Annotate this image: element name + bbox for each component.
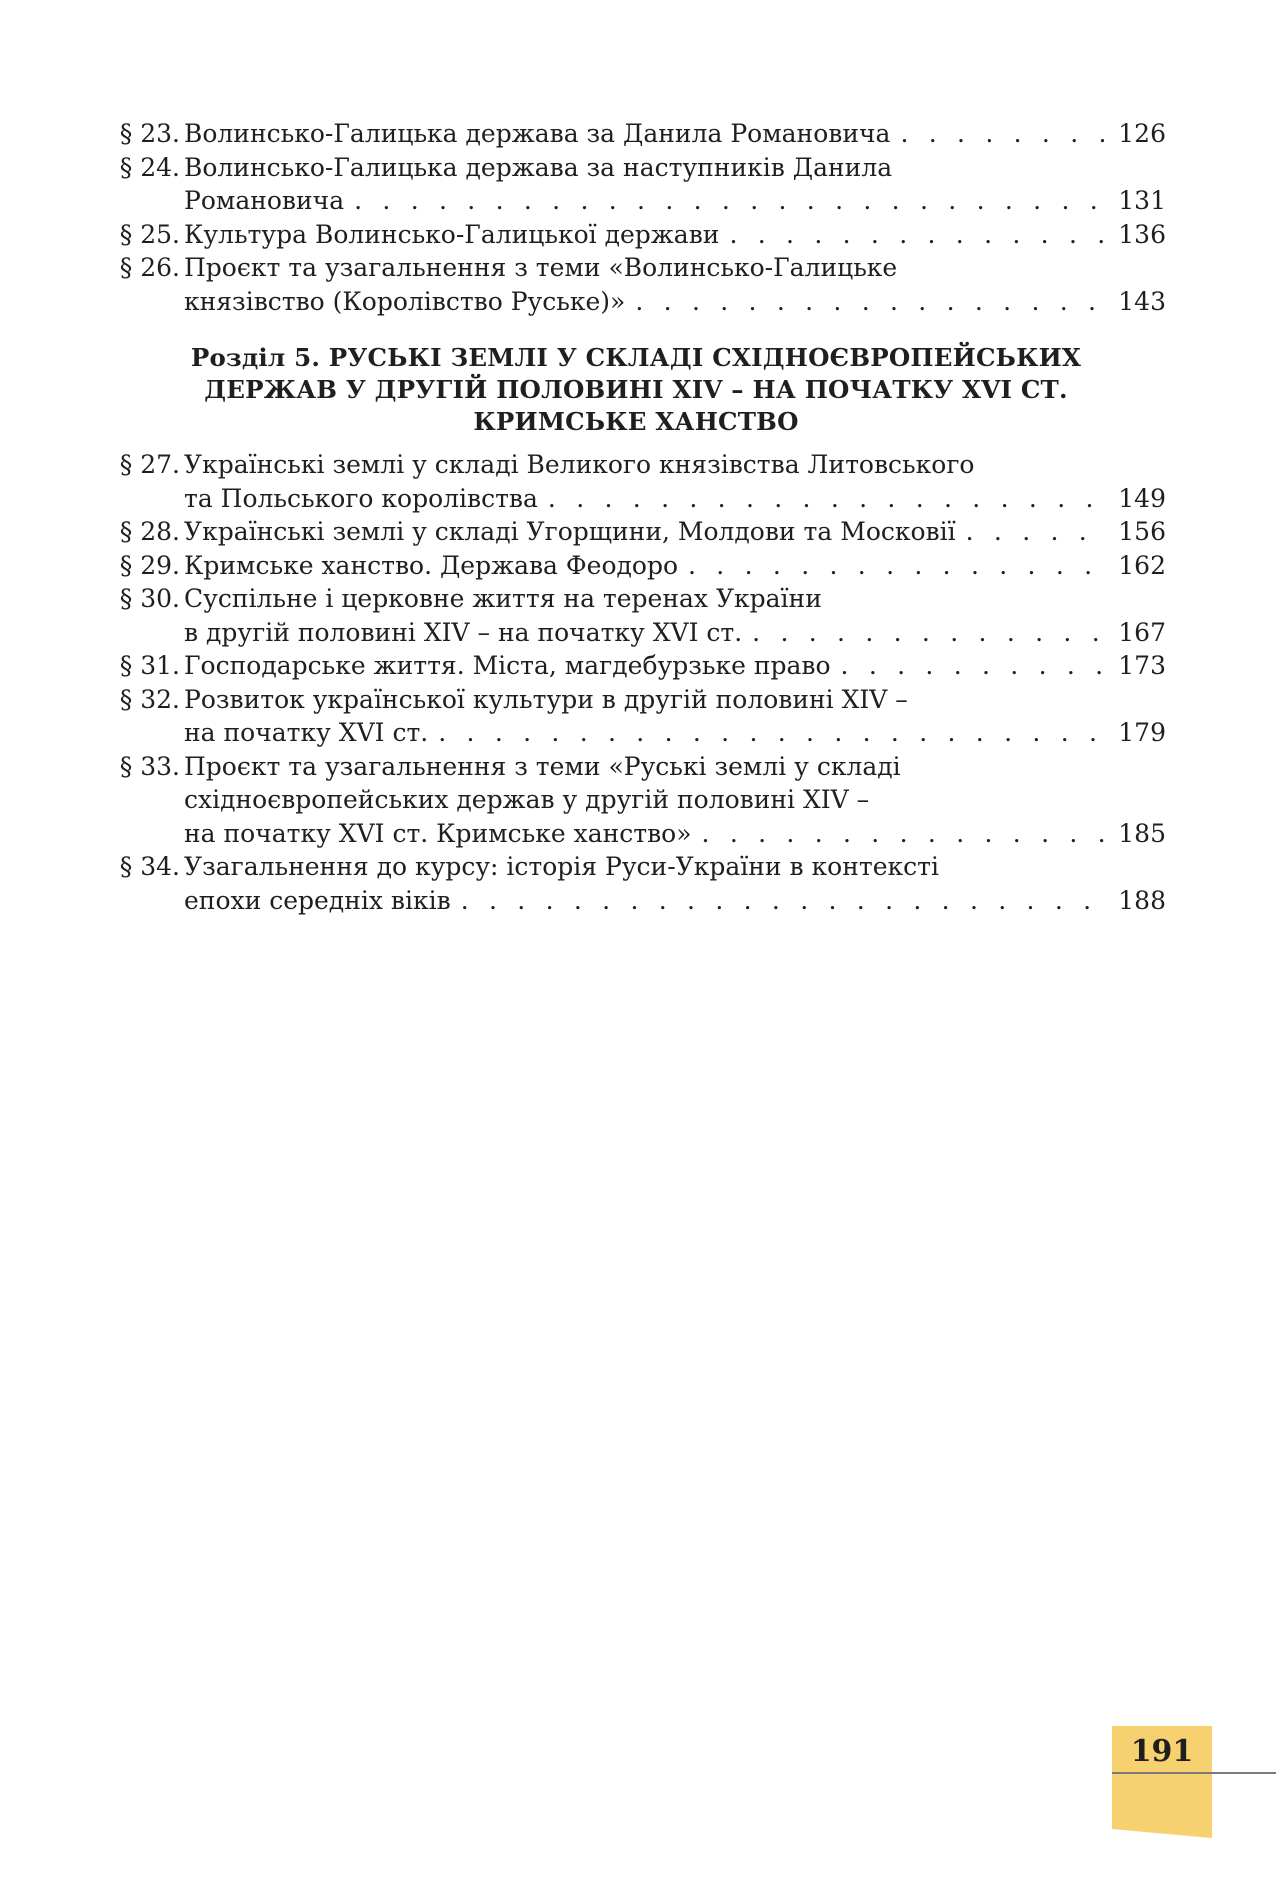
toc-entry[interactable] bbox=[106, 649, 1166, 683]
dot-leader bbox=[966, 515, 1104, 549]
entry-title-text: Проєкт та узагальнення з теми «Волинсько-Галицьке bbox=[184, 253, 898, 282]
paragraph-number: § 28. bbox=[119, 517, 180, 546]
entry-title-text: Волинсько-Галицька держава за Данила Романовича bbox=[184, 119, 891, 148]
toc-entry-line bbox=[106, 251, 1166, 285]
section-heading-line-1: Розділ 5. РУСЬКІ ЗЕМЛІ У СКЛАДІ СХІДНОЄВРОПЕЙСЬКИХ bbox=[190, 343, 1082, 372]
toc-entry[interactable] bbox=[106, 448, 1166, 515]
toc-entry[interactable] bbox=[106, 515, 1166, 549]
toc-entry-line bbox=[106, 884, 1166, 918]
toc-entry[interactable] bbox=[106, 218, 1166, 252]
paragraph-number: § 27. bbox=[119, 450, 180, 479]
entry-page-number: 188 bbox=[1118, 885, 1166, 915]
entry-title-text: східноєвропейських держав у другій половині XIV – bbox=[184, 785, 870, 814]
dot-leader bbox=[688, 549, 1104, 583]
paragraph-number: § 30. bbox=[119, 584, 180, 613]
entry-title-text: Узагальнення до курсу: історія Руси-України в контексті bbox=[184, 852, 939, 881]
toc-entry[interactable] bbox=[106, 683, 1166, 750]
paragraph-number: § 25. bbox=[119, 219, 180, 249]
entry-title-text: Суспільне і церковне життя на теренах України bbox=[184, 584, 822, 613]
table-of-contents bbox=[106, 117, 1166, 917]
paragraph-number: § 32. bbox=[119, 684, 180, 714]
toc-entry-line bbox=[106, 515, 1166, 549]
page-number-rule bbox=[1112, 1772, 1276, 1774]
dot-leader bbox=[729, 218, 1104, 252]
paragraph-number: § 33. bbox=[119, 751, 180, 781]
entry-title-text: Культура Волинсько-Галицької держави bbox=[184, 219, 720, 249]
toc-entry[interactable] bbox=[106, 117, 1166, 151]
toc-entry-line bbox=[106, 184, 1166, 218]
entry-title-text: Господарське життя. Міста, магдебурзьке право bbox=[184, 651, 831, 680]
entry-title-text: Розвиток української культури в другій половині XIV – bbox=[184, 684, 908, 714]
entry-title-text: на початку XVI ст. Кримське ханство» bbox=[184, 818, 692, 848]
dot-leader bbox=[461, 884, 1104, 918]
toc-entry-line bbox=[106, 448, 1166, 482]
entry-page-number: 179 bbox=[1118, 718, 1166, 747]
entry-page-number: 185 bbox=[1118, 818, 1166, 848]
toc-entry[interactable] bbox=[106, 251, 1166, 318]
paragraph-number: § 23. bbox=[119, 119, 180, 148]
paragraph-number: § 31. bbox=[119, 651, 180, 680]
toc-entry[interactable] bbox=[106, 582, 1166, 649]
toc-entry-line bbox=[106, 850, 1166, 884]
toc-entry-line bbox=[106, 750, 1166, 784]
toc-entries-chapter-5 bbox=[106, 448, 1166, 917]
dot-leader bbox=[900, 117, 1104, 151]
toc-entry-line bbox=[106, 649, 1166, 683]
toc-entry-line bbox=[106, 218, 1166, 252]
dot-leader bbox=[702, 817, 1104, 851]
dot-leader bbox=[635, 285, 1104, 319]
toc-entry[interactable] bbox=[106, 151, 1166, 218]
section-heading-line-3: КРИМСЬКЕ ХАНСТВО bbox=[473, 407, 799, 436]
paragraph-number: § 26. bbox=[119, 253, 180, 282]
toc-entry-line bbox=[106, 117, 1166, 151]
toc-entry-line bbox=[106, 549, 1166, 583]
dot-leader bbox=[841, 649, 1104, 683]
entry-page-number: 126 bbox=[1118, 119, 1166, 148]
toc-entry-line bbox=[106, 683, 1166, 717]
toc-entry-line bbox=[106, 616, 1166, 650]
entry-title-text: на початку XVI ст. bbox=[184, 718, 429, 747]
entry-title-text: Проєкт та узагальнення з теми «Руські землі у складі bbox=[184, 751, 901, 781]
entry-title-text: Романовича bbox=[184, 186, 345, 215]
toc-entry-line bbox=[106, 482, 1166, 516]
entry-title-text: Волинсько-Галицька держава за наступників Данила bbox=[184, 152, 893, 182]
toc-entry-line bbox=[106, 783, 1166, 817]
entry-title-text: в другій половині XIV – на початку XVI ст. bbox=[184, 617, 743, 647]
toc-entries-chapter-4 bbox=[106, 117, 1166, 318]
entry-title-text: Кримське ханство. Держава Феодоро bbox=[184, 550, 679, 580]
dot-leader bbox=[438, 716, 1104, 750]
dot-leader bbox=[548, 482, 1104, 516]
toc-entry[interactable] bbox=[106, 750, 1166, 851]
toc-entry-line bbox=[106, 716, 1166, 750]
toc-entry-line bbox=[106, 817, 1166, 851]
entry-page-number: 156 bbox=[1118, 517, 1166, 546]
paragraph-number: § 34. bbox=[119, 852, 180, 881]
entry-page-number: 131 bbox=[1118, 186, 1166, 215]
entry-title-text: князівство (Королівство Руське)» bbox=[184, 286, 626, 316]
toc-entry[interactable] bbox=[106, 549, 1166, 583]
entry-page-number: 149 bbox=[1118, 483, 1166, 513]
paragraph-number: § 29. bbox=[119, 550, 180, 580]
toc-entry-line bbox=[106, 285, 1166, 319]
entry-page-number: 173 bbox=[1118, 651, 1166, 680]
toc-entry[interactable] bbox=[106, 850, 1166, 917]
section-heading bbox=[106, 342, 1166, 438]
entry-title-text: епохи середніх віків bbox=[184, 885, 451, 915]
entry-title-text: та Польського королівства bbox=[184, 483, 538, 513]
entry-page-number: 136 bbox=[1118, 219, 1166, 249]
entry-page-number: 143 bbox=[1118, 286, 1166, 316]
entry-title-text: Українські землі у складі Великого князівства Литовського bbox=[184, 450, 975, 479]
toc-entry-line bbox=[106, 151, 1166, 185]
entry-page-number: 162 bbox=[1118, 550, 1166, 580]
entry-title-text: Українські землі у складі Угорщини, Молдови та Московії bbox=[184, 517, 956, 546]
dot-leader bbox=[752, 616, 1104, 650]
entry-page-number: 167 bbox=[1118, 617, 1166, 647]
page-number: 191 bbox=[1130, 1734, 1194, 1769]
paragraph-number: § 24. bbox=[119, 152, 180, 182]
toc-entry-line bbox=[106, 582, 1166, 616]
section-heading-line-2: ДЕРЖАВ У ДРУГІЙ ПОЛОВИНІ XIV – НА ПОЧАТКУ XVI СТ. bbox=[204, 375, 1068, 404]
dot-leader bbox=[354, 184, 1104, 218]
